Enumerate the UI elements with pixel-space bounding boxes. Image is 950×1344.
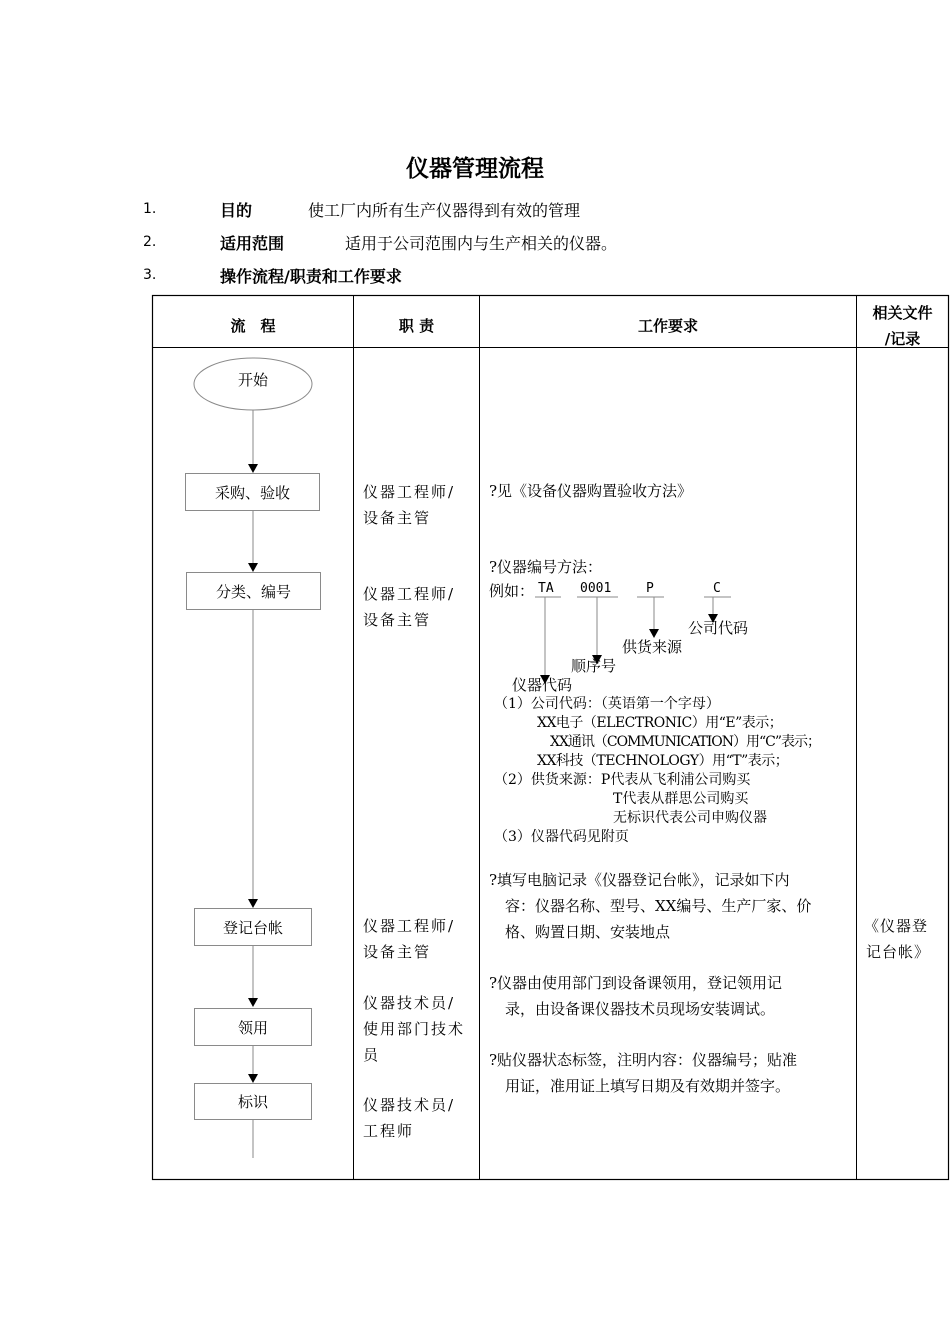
rule2-title: （2）供货来源：P代表从飞利浦公司购买 [494,772,751,788]
start-label: 开始 [237,371,268,389]
step-label-tagging [194,1083,312,1120]
duty-purchase-line2: 设备主管 [363,509,432,527]
header-flow: 流 程 [230,317,276,335]
step-receive [194,1008,312,1046]
rule1-title: （1）公司代码：（英语第一个字母） [494,696,720,712]
step-label: 标识 [237,1093,268,1111]
page-title: 仪器管理流程 [406,156,544,182]
req-label-line2: 用证，准用证上填写日期及有效期并签字。 [505,1077,791,1095]
step-purchase-acceptance [185,473,320,511]
rule1-technology: XX科技（TECHNOLOGY）用“T”表示； [537,753,789,769]
code-part-p: P [646,581,654,596]
duty-register-line2: 设备主管 [363,943,432,961]
req-label-line1: ?贴仪器状态标签，注明内容：仪器编号；贴准 [489,1051,798,1069]
section-2-text: 适用于公司范围内与生产相关的仪器。 [345,234,618,253]
req-purchase: ?见《设备仪器购置验收方法》 [489,482,693,500]
duty-classify-line1: 仪器工程师/ [363,585,456,603]
req-numbering-intro: ?仪器编号方法： [489,558,603,576]
header-duty: 职 责 [398,317,435,335]
duty-receive-line3: 员 [363,1046,381,1064]
req-register-line1: ?填写电脑记录《仪器登记台帐》，记录如下内 [489,871,790,889]
step-register-ledger [194,908,312,946]
section-1-number: 1. [143,201,157,217]
duty-receive-line1: 仪器技术员/ [363,994,456,1012]
header-docs-line2: /记录 [884,330,921,348]
duty-label-line2: 工程师 [363,1122,415,1140]
duty-label-line1: 仪器技术员/ [363,1096,456,1114]
code-label-instrument: 仪器代码 [512,676,573,694]
req-register-line2: 容：仪器名称、型号、XX编号、生产厂家、价 [505,897,812,915]
section-1-heading: 目的 [220,201,253,220]
section-1-text: 使工厂内所有生产仪器得到有效的管理 [308,201,581,220]
rule1-communication: XX通讯（COMMUNICATION）用“C”表示； [550,734,821,750]
section-3-heading: 操作流程/职责和工作要求 [220,267,402,286]
section-3-number: 3. [143,267,157,283]
duty-receive-line2: 使用部门技术 [363,1020,466,1038]
code-label-sequence: 顺序号 [571,657,617,675]
duty-register-line1: 仪器工程师/ [363,917,456,935]
rule1-electronic: XX电子（ELECTRONIC）用“E”表示； [537,715,783,731]
step-label: 采购、验收 [214,483,290,502]
duty-purchase-line1: 仪器工程师/ [363,483,456,501]
code-part-ta: TA [538,581,554,596]
step-label: 登记台帐 [222,918,283,937]
section-2-heading: 适用范围 [220,234,285,253]
step-label: 领用 [237,1018,268,1037]
rule2-qunsi: T代表从群思公司购买 [613,791,749,807]
header-docs-line1: 相关文件 [872,304,933,322]
code-part-sequence: 0001 [580,581,612,596]
step-classify-number [186,572,321,610]
code-part-c: C [713,581,721,596]
req-receive-line2: 录，由设备课仪器技术员现场安装调试。 [505,1000,776,1018]
step-label: 分类、编号 [215,582,291,601]
rule3: （3）仪器代码见附页 [494,829,629,845]
duty-classify-line2: 设备主管 [363,611,432,629]
section-2-number: 2. [143,234,157,250]
record-register-line1: 《仪器登 [864,917,929,935]
code-label-company: 公司代码 [688,619,749,637]
req-receive-line1: ?仪器由使用部门到设备课领用，登记领用记 [489,974,783,992]
code-label-source: 供货来源 [622,638,683,656]
record-register-line2: 记台帐》 [866,943,931,961]
req-register-line3: 格、购置日期、安装地点 [505,923,671,941]
header-requirements: 工作要求 [637,317,698,335]
req-example-prefix: 例如： [489,582,535,600]
rule2-none: 无标识代表公司申购仪器 [613,810,767,826]
